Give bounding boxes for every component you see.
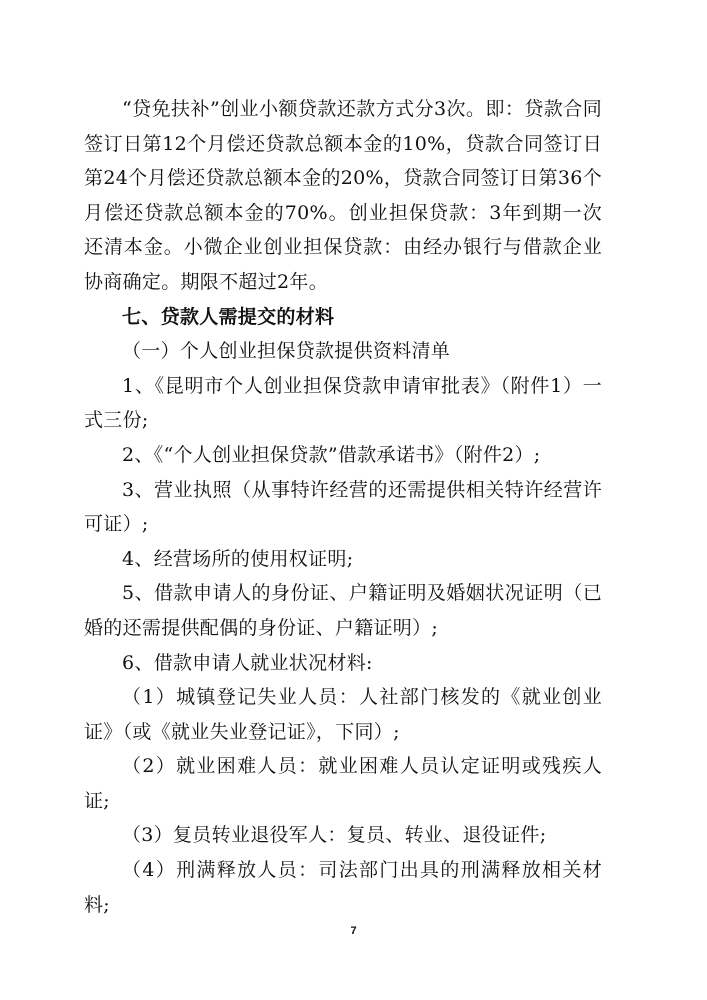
list-item-6: 6、借款申请人就业状况材料: [122,651,373,674]
list-item-3: 3、营业执照（从事特许经营的还需提供相关特许经营许可证）; [84,478,602,536]
subsection-heading-personal-loan: （一）个人创业担保贷款提供资料清单 [122,340,451,363]
list-item-2: 2、《“个人创业担保贷款”借款承诺书》（附件2）; [122,443,541,466]
section-heading-materials: 七、贷款人需提交的材料 [122,305,335,328]
list-item-1: 1、《昆明市个人创业担保贷款申请审批表》（附件1）一式三份; [84,374,602,432]
sub-item-1: （1）城镇登记失业人员：人社部门核发的《就业创业证》（或《就业失业登记证》，下同）; [84,686,602,743]
sub-item-4: （4）刑满释放人员：司法部门出具的刑满释放相关材料; [84,859,602,916]
sub-item-2: （2）就业困难人员：就业困难人员认定证明或残疾人证; [84,755,602,812]
list-item-5: 5、借款申请人的身份证、户籍证明及婚姻状况证明（已婚的还需提供配偶的身份证、户籍证明）; [84,582,602,639]
page-number: 7 [350,925,357,937]
document-body [84,92,602,922]
paragraph-repayment: “贷免扶补”创业小额贷款还款方式分3次。即：贷款合同签订日第12个月偿还贷款总额本金的10%，贷款合同签订日第24个月偿还贷款总额本金的20%，贷款合同签订日第36个月偿还贷款总额本金的70%。创业担保贷款：3年到期一次还清本金。小微企业创业担保贷款：由经办银行与借款企业协商确定。期限不超过2年。 [84,98,602,293]
sub-item-3: （3）复员转业退役军人：复员、转业、退役证件; [122,824,547,847]
list-item-4: 4、经营场所的使用权证明; [122,547,354,570]
